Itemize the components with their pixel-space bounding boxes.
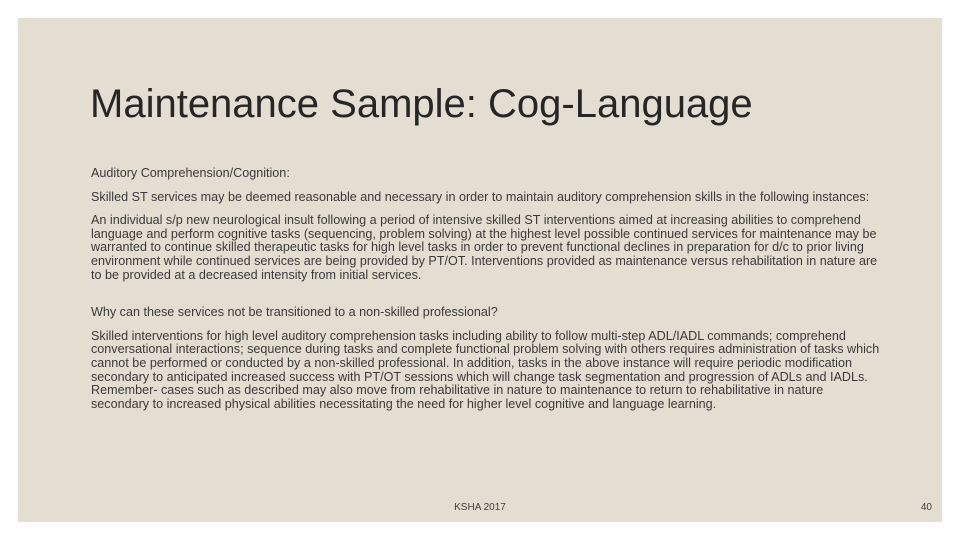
body-paragraph-individual-case: An individual s/p new neurological insult following a period of intensive skilled ST interventions aimed at increasing abilities to comprehend language and perform cognitive tasks (sequencing, problem solving) at the highest level possible continued services for maintenance may be warranted to continue skilled therapeutic tasks for high level tasks in order to prevent functional declines in preparation for d/c to prior living environment while continued services are being provided by PT/OT. Interventions provided as maintenance versus rehabilitation in nature are to be provided at a decreased intensity from initial services. bbox=[91, 213, 878, 282]
slide-footer: KSHA 2017 bbox=[454, 502, 506, 513]
body-paragraph-skilled-interventions: Skilled interventions for high level auditory comprehension tasks including ability to follow multi-step ADL/IADL commands; comprehend conversational interactions; sequence during tasks and complete functional problem solving with others requires administration of tasks which cannot be performed or conducted by a non-skilled professional. In addition, tasks in the above instance will require periodic modification secondary to anticipated increased success with PT/OT sessions which will change task segmentation and progression of ADLs and IADLs. Remember- cases such as described may also move from rehabilitative in nature to maintenance to return to rehabilitative in nature secondary to increased physical abilities necessitating the need for higher level cognitive and language learning. bbox=[91, 328, 880, 411]
slide bbox=[18, 18, 942, 522]
page-number: 40 bbox=[920, 502, 932, 513]
slide-title: Maintenance Sample: Cog-Language bbox=[90, 82, 753, 126]
section-heading-auditory-comprehension: Auditory Comprehension/Cognition: bbox=[91, 166, 290, 180]
slide-body bbox=[91, 167, 881, 421]
section-question: Why can these services not be transitioned to a non-skilled professional? bbox=[91, 305, 498, 320]
body-paragraph-instances: Skilled ST services may be deemed reasonable and necessary in order to maintain auditory comprehension skills in the following instances: bbox=[91, 189, 870, 204]
